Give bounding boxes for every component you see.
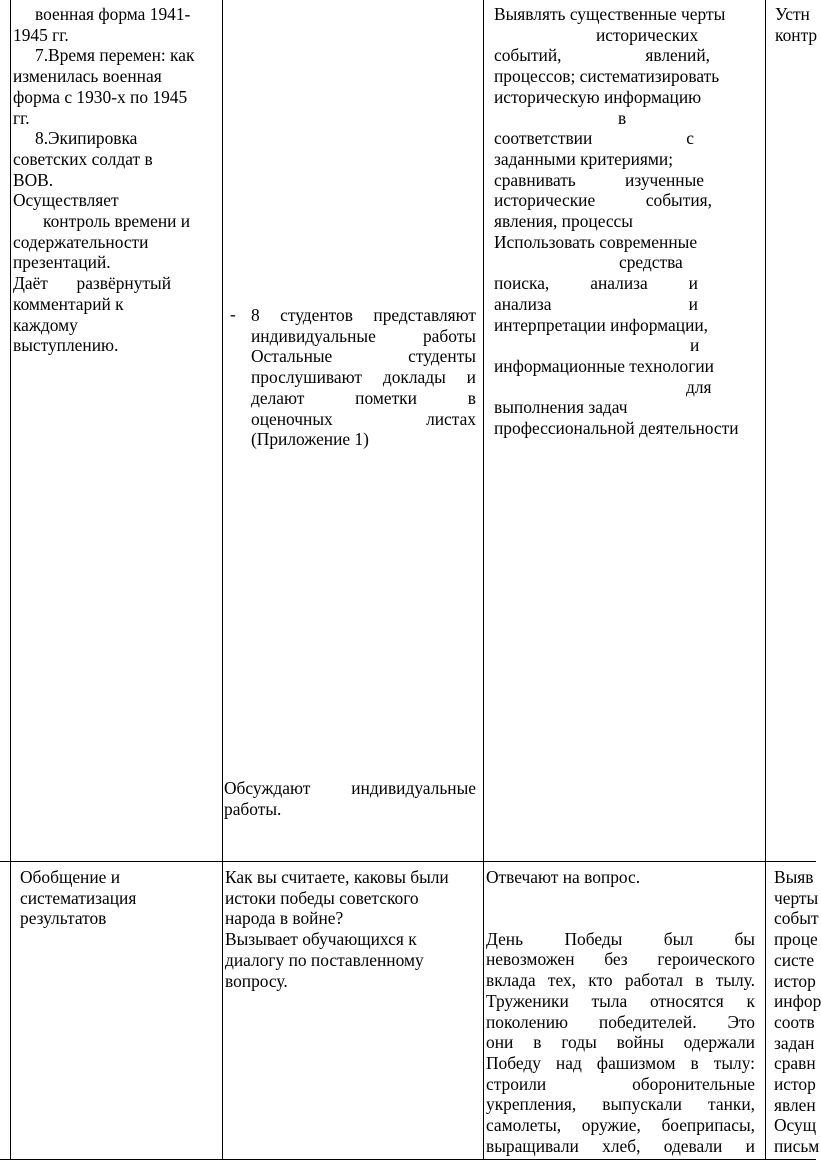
text-line: соотв bbox=[774, 1011, 815, 1032]
text-line: заданными критериями; bbox=[494, 148, 674, 169]
text-line: 8.Экипировка bbox=[35, 128, 138, 149]
text-line: поколению победителей. Это bbox=[486, 1011, 755, 1032]
row2-col3-cell bbox=[486, 867, 755, 1156]
text-line: вклада тех, кто работал в тылу. bbox=[486, 970, 755, 991]
text-line: систематизация bbox=[20, 887, 137, 908]
text-line: вопросу. bbox=[225, 970, 288, 991]
text-line: черты bbox=[774, 887, 819, 908]
text-line: укрепления, выпускали танки, bbox=[486, 1094, 755, 1115]
text-line: профессиональной деятельности bbox=[494, 418, 739, 439]
text-line: интерпретации информации, bbox=[494, 314, 709, 335]
row2-col4-cell bbox=[774, 867, 821, 1157]
column-divider-3 bbox=[765, 0, 766, 1160]
text-line: соответствии с bbox=[494, 128, 694, 149]
text-line: невозможен без героического bbox=[486, 949, 755, 970]
text-line: контроль времени и bbox=[43, 211, 191, 232]
text-line: ВОВ. bbox=[13, 169, 54, 190]
text-line: инфор bbox=[774, 991, 821, 1012]
text-line: Как вы считаете, каковы были bbox=[225, 867, 449, 887]
text-line: гг. bbox=[13, 107, 30, 128]
text-line: делают пометки в bbox=[251, 387, 476, 408]
text-line: и bbox=[690, 335, 700, 356]
text-line: Отвечают на вопрос. bbox=[486, 867, 641, 887]
row1-col1-cell bbox=[13, 4, 217, 356]
text-line: в bbox=[618, 107, 627, 128]
text-line: они в годы войны одержали bbox=[486, 1032, 755, 1053]
text-line: контр bbox=[775, 24, 818, 45]
text-line: военная форма 1941- bbox=[35, 4, 191, 24]
column-divider-1 bbox=[222, 0, 223, 1160]
text-line: презентаций. bbox=[13, 252, 111, 273]
text-line: событ bbox=[774, 908, 819, 929]
text-line: средства bbox=[619, 252, 683, 273]
text-line: комментарий к bbox=[13, 293, 124, 314]
text-line: 1945 гг. bbox=[13, 24, 69, 45]
text-line: Остальные студенты bbox=[251, 346, 476, 367]
text-line: сравнивать изученные bbox=[494, 169, 704, 190]
text-line: информационные технологии bbox=[494, 355, 714, 376]
text-line: проце bbox=[774, 929, 818, 950]
text-line: (Приложение 1) bbox=[251, 429, 369, 450]
text-line: самолеты, оружие, боеприпасы, bbox=[486, 1115, 755, 1136]
text-line: выступлению. bbox=[13, 335, 119, 356]
text-line: изменилась военная bbox=[13, 66, 162, 87]
row1-col4-cell bbox=[775, 4, 816, 45]
text-line: истор bbox=[774, 1074, 816, 1095]
text-line: оценочных листах bbox=[251, 408, 476, 429]
text-line: Осуществляет bbox=[13, 190, 119, 211]
text-line: Обобщение и bbox=[20, 867, 121, 887]
text-line: истоки победы советского bbox=[225, 887, 419, 908]
text-line: День Победы был бы bbox=[486, 928, 755, 949]
text-line: Победу над фашизмом в тылу: bbox=[486, 1052, 755, 1073]
text-line: диалогу по поставленному bbox=[225, 949, 424, 970]
text-line: исторических bbox=[596, 24, 699, 45]
text-line: выполнения задач bbox=[494, 397, 628, 418]
text-line: народа в войне? bbox=[225, 908, 344, 929]
text-line: письм bbox=[774, 1136, 820, 1157]
text-line: процессов; систематизировать bbox=[494, 66, 720, 87]
text-line: истор bbox=[774, 970, 816, 991]
text-line: Обсуждают индивидуальные bbox=[224, 778, 476, 798]
text-line: строили оборонительные bbox=[486, 1073, 755, 1094]
table-border-bottom bbox=[0, 1159, 816, 1160]
text-line: результатов bbox=[20, 908, 107, 929]
text-line: Использовать современные bbox=[494, 231, 698, 252]
text-line: работы. bbox=[224, 798, 282, 819]
text-line: индивидуальные работы bbox=[251, 325, 476, 346]
text-line: для bbox=[686, 376, 712, 397]
text-line: явлен bbox=[774, 1094, 816, 1115]
text-line: советских солдат в bbox=[13, 148, 153, 169]
text-line: 7.Время перемен: как bbox=[35, 45, 195, 66]
text-line: прослушивают доклады и bbox=[251, 367, 476, 388]
row1-col3-cell bbox=[494, 4, 762, 439]
row1-col2-discussion bbox=[224, 778, 476, 819]
text-line: Выяв bbox=[774, 867, 814, 887]
row2-col2-cell bbox=[225, 867, 480, 991]
text-line: событий, явлений, bbox=[494, 45, 710, 66]
row1-col2-list bbox=[251, 305, 476, 450]
text-line: форма с 1930-х по 1945 bbox=[13, 86, 188, 107]
row2-col1-cell bbox=[20, 867, 218, 929]
text-line: каждому bbox=[13, 314, 78, 335]
text-line: Осущ bbox=[774, 1115, 817, 1136]
text-line: исторические события, bbox=[494, 190, 712, 211]
column-divider-2 bbox=[483, 0, 484, 1160]
row-divider bbox=[0, 861, 816, 862]
list-bullet: - bbox=[230, 304, 236, 324]
text-line: сравн bbox=[774, 1053, 816, 1074]
text-line: Вызывает обучающихся к bbox=[225, 929, 417, 950]
text-line: систе bbox=[774, 949, 815, 970]
text-line: поиска, анализа и bbox=[494, 273, 698, 294]
text-line: Труженики тыла относятся к bbox=[486, 990, 755, 1011]
text-line: 8 студентов представляют bbox=[251, 305, 476, 325]
text-line: явления, процессы bbox=[494, 211, 633, 232]
text-line: Даёт развёрнутый bbox=[13, 273, 171, 294]
text-line: содержательности bbox=[13, 231, 149, 252]
text-line: Устн bbox=[775, 4, 810, 24]
text-line: Выявлять существенные черты bbox=[494, 4, 726, 24]
text-line: выращивали хлеб, одевали и bbox=[486, 1135, 755, 1156]
text-line: анализа и bbox=[494, 293, 698, 314]
text-line: задан bbox=[774, 1032, 815, 1053]
spacer bbox=[486, 888, 755, 929]
text-line: историческую информацию bbox=[494, 86, 702, 107]
table-border-left bbox=[10, 0, 11, 1160]
